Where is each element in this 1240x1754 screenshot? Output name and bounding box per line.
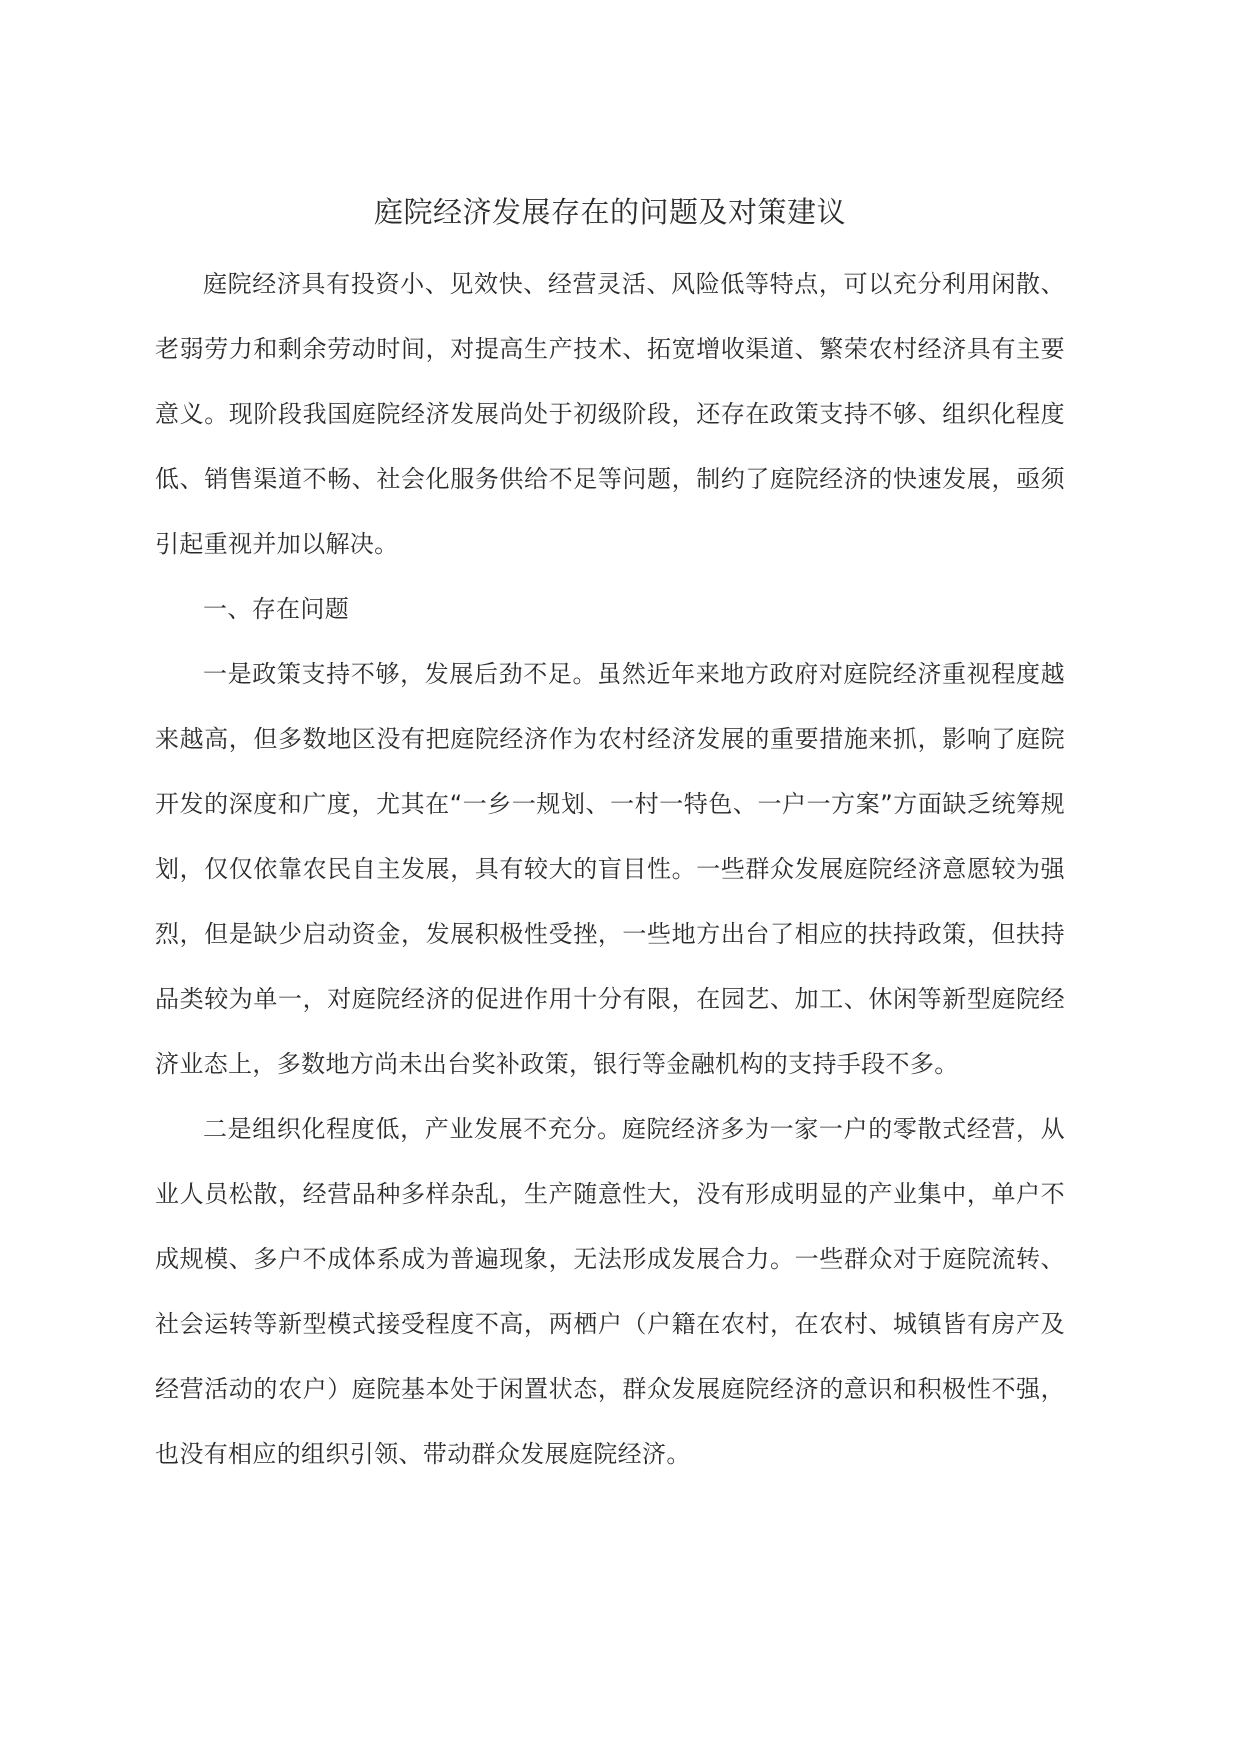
paragraph-organization: 二是组织化程度低，产业发展不充分。庭院经济多为一家一户的零散式经营，从业人员松散，经营品种多样杂乱，生产随意性大，没有形成明显的产业集中，单户不成规模、多户不成体系成为普遍现象，无法形成发展合力。一些群众对于庭院流转、社会运转等新型模式接受程度不高，两栖户（户籍在农村，在农村、城镇皆有房产及经营活动的农户）庭院基本处于闲置状态，群众发展庭院经济的意识和积极性不强，也没有相应的组织引领、带动群众发展庭院经济。 (155, 1115, 1065, 1468)
document-title: 庭院经济发展存在的问题及对策建议 (373, 195, 846, 229)
paragraph-intro: 庭院经济具有投资小、见效快、经营灵活、风险低等特点，可以充分利用闲散、老弱劳力和剩余劳动时间，对提高生产技术、拓宽增收渠道、繁荣农村经济具有主要意义。现阶段我国庭院经济发展尚处于初级阶段，还存在政策支持不够、组织化程度低、销售渠道不畅、社会化服务供给不足等问题，制约了庭院经济的快速发展，亟须引起重视并加以解决。 (155, 270, 1065, 558)
section-heading-problems: 一、存在问题 (203, 595, 350, 623)
document-body (155, 188, 1065, 1487)
paragraph-policy-support: 一是政策支持不够，发展后劲不足。虽然近年来地方政府对庭院经济重视程度越来越高，但多数地区没有把庭院经济作为农村经济发展的重要措施来抓，影响了庭院开发的深度和广度，尤其在“一乡一规划、一村一特色、一户一方案”方面缺乏统筹规划，仅仅依靠农民自主发展，具有较大的盲目性。一些群众发展庭院经济意愿较为强烈，但是缺少启动资金，发展积极性受挫，一些地方出台了相应的扶持政策，但扶持品类较为单一，对庭院经济的促进作用十分有限，在园艺、加工、休闲等新型庭院经济业态上，多数地方尚未出台奖补政策，银行等金融机构的支持手段不多。 (155, 660, 1065, 1078)
